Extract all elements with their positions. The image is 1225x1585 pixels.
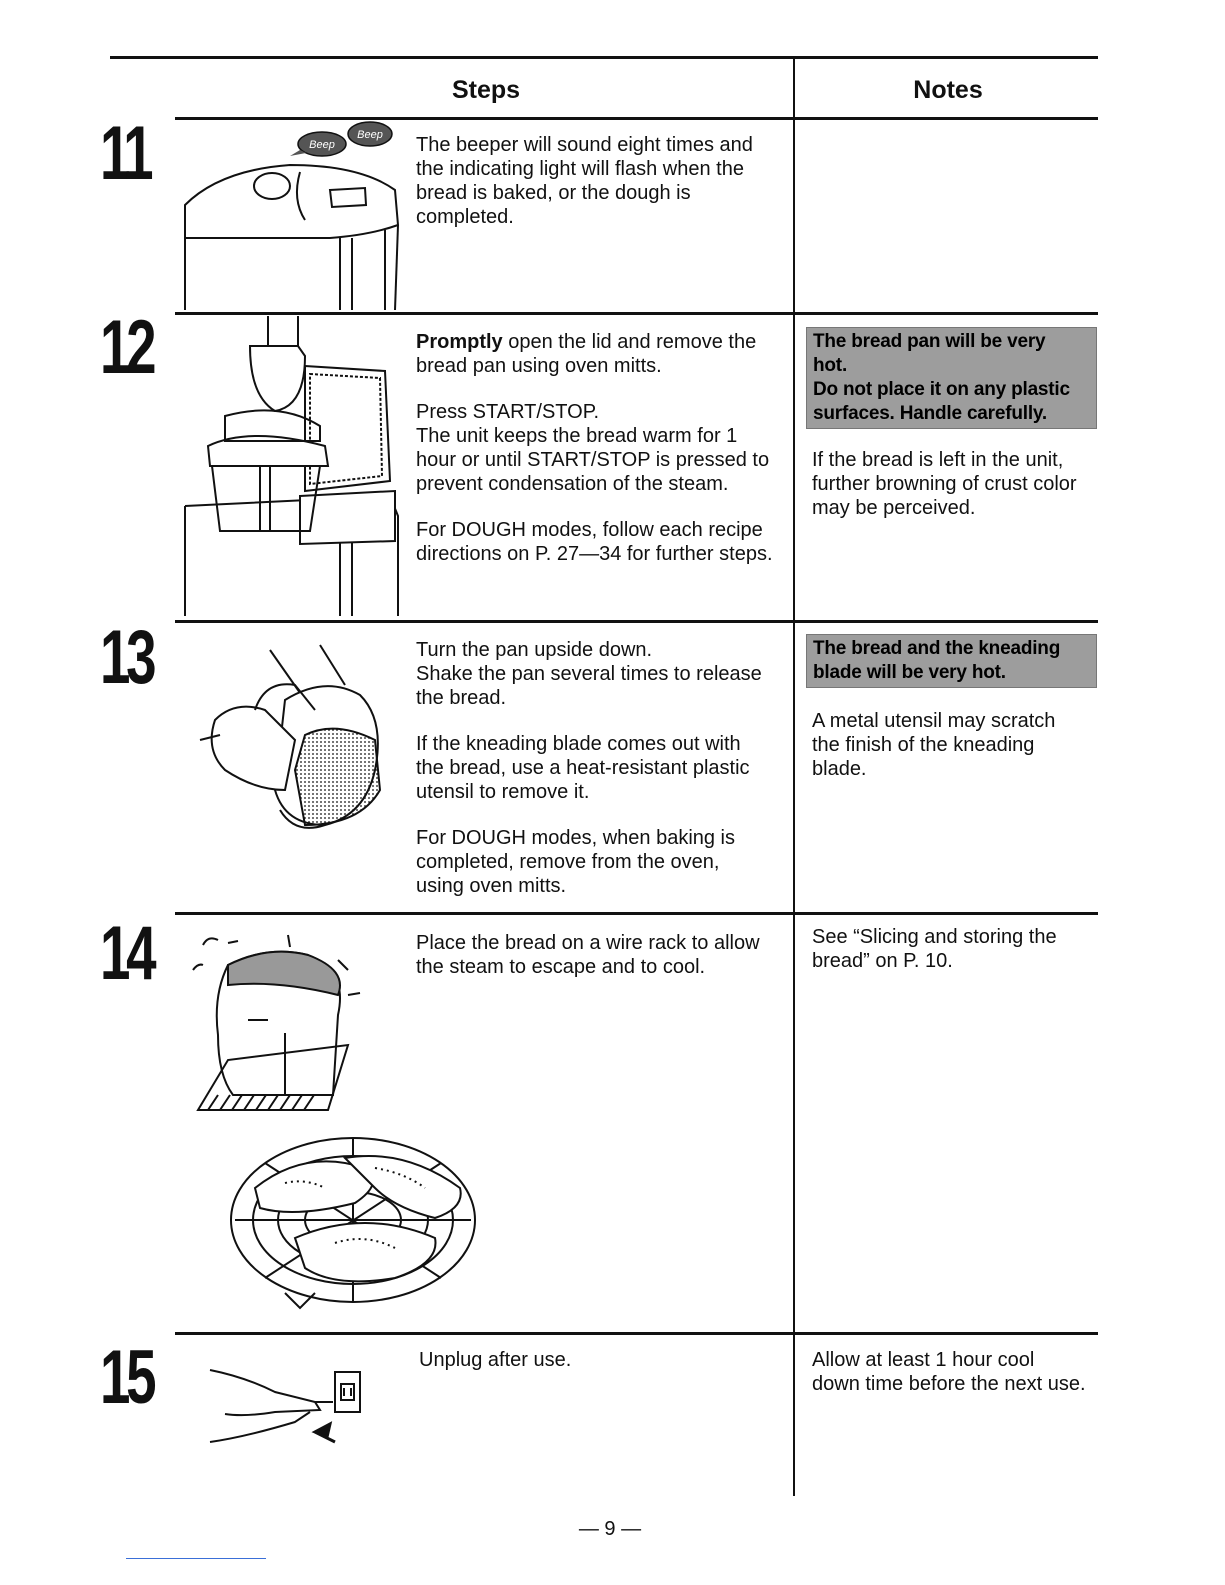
step-13-note: A metal utensil may scratch the finish of the kneading blade. [812,710,1056,780]
step-12-paragraph-2: Press START/STOP. The unit keeps the bread warm for 1 hour or until START/STOP is pressed to prevent condensation of the steam. [416,401,770,495]
beep-label-1: Beep [309,139,335,151]
step-15-paragraph: Unplug after use. [419,1349,572,1371]
page-number: — 9 — [578,1518,642,1540]
unplug-illustration [205,1362,370,1457]
step-number-12: 12 [100,305,153,390]
step-13-warning-1: The bread and the kneading blade will be very hot. [813,638,1061,683]
row-separator-14 [175,912,1098,915]
step-number-13: 13 [100,615,153,700]
step-12-warning-1: The bread pan will be very hot. [813,331,1046,376]
step-12-text [416,330,791,566]
shake-pan-illustration [195,640,395,840]
step-13-text [416,638,791,898]
step-12-notes [812,448,1102,520]
scan-mark [126,1558,266,1559]
step-14-note: See “Slicing and storing the bread” on P. 10. [812,926,1057,972]
step-13-notes [812,709,1102,781]
bread-on-rack-illustration [188,925,368,1115]
step-number-14: 14 [100,911,153,996]
step-11-paragraph: The beeper will sound eight times and the indicating light will flash when the bread is baked, or the dough is completed. [416,134,753,228]
step-15-text [419,1348,794,1372]
step-11-text [416,133,786,229]
step-13-warning [806,634,1097,688]
top-rule [110,56,1098,59]
step-13-paragraph-3: For DOUGH modes, when baking is completed, remove from the oven, using oven mitts. [416,827,736,897]
column-divider [793,58,795,1496]
step-13-paragraph-2: If the kneading blade comes out with the bread, use a heat-resistant plastic utensil to remove it. [416,733,750,803]
step-15-notes [812,1348,1102,1396]
steps-column-title: Steps [451,76,521,104]
beep-label-2: Beep [357,129,383,141]
step-12-paragraph-1: Promptly open the lid and remove the bread pan using oven mitts. [416,331,757,377]
step-15-note: Allow at least 1 hour cool down time before the next use. [812,1349,1086,1395]
step-12-note: If the bread is left in the unit, further browning of crust color may be perceived. [812,449,1077,519]
promptly-emphasis: Promptly [416,331,503,353]
step-number-11: 11 [100,111,150,196]
step-number-15: 15 [100,1335,153,1420]
row-separator-12 [175,312,1098,315]
row-separator-15 [175,1332,1098,1335]
row-separator-13 [175,620,1098,623]
bread-machine-beeping-illustration [180,120,405,310]
notes-column-title: Notes [913,76,983,104]
step-12-warning-2: Do not place it on any plastic surfaces. Handle carefully. [813,379,1070,424]
step-13-paragraph-1: Turn the pan upside down. Shake the pan several times to release the bread. [416,639,762,709]
beep-bubbles [290,122,392,156]
step-14-paragraph: Place the bread on a wire rack to allow the steam to escape and to cool. [416,932,760,978]
step-12-warning [806,327,1097,429]
step-14-text [416,931,791,979]
step-14-notes [812,925,1102,973]
wire-rack-illustration [225,1128,485,1318]
step-12-paragraph-3: For DOUGH modes, follow each recipe directions on P. 27—34 for further steps. [416,519,773,565]
remove-bread-pan-illustration [180,316,405,616]
